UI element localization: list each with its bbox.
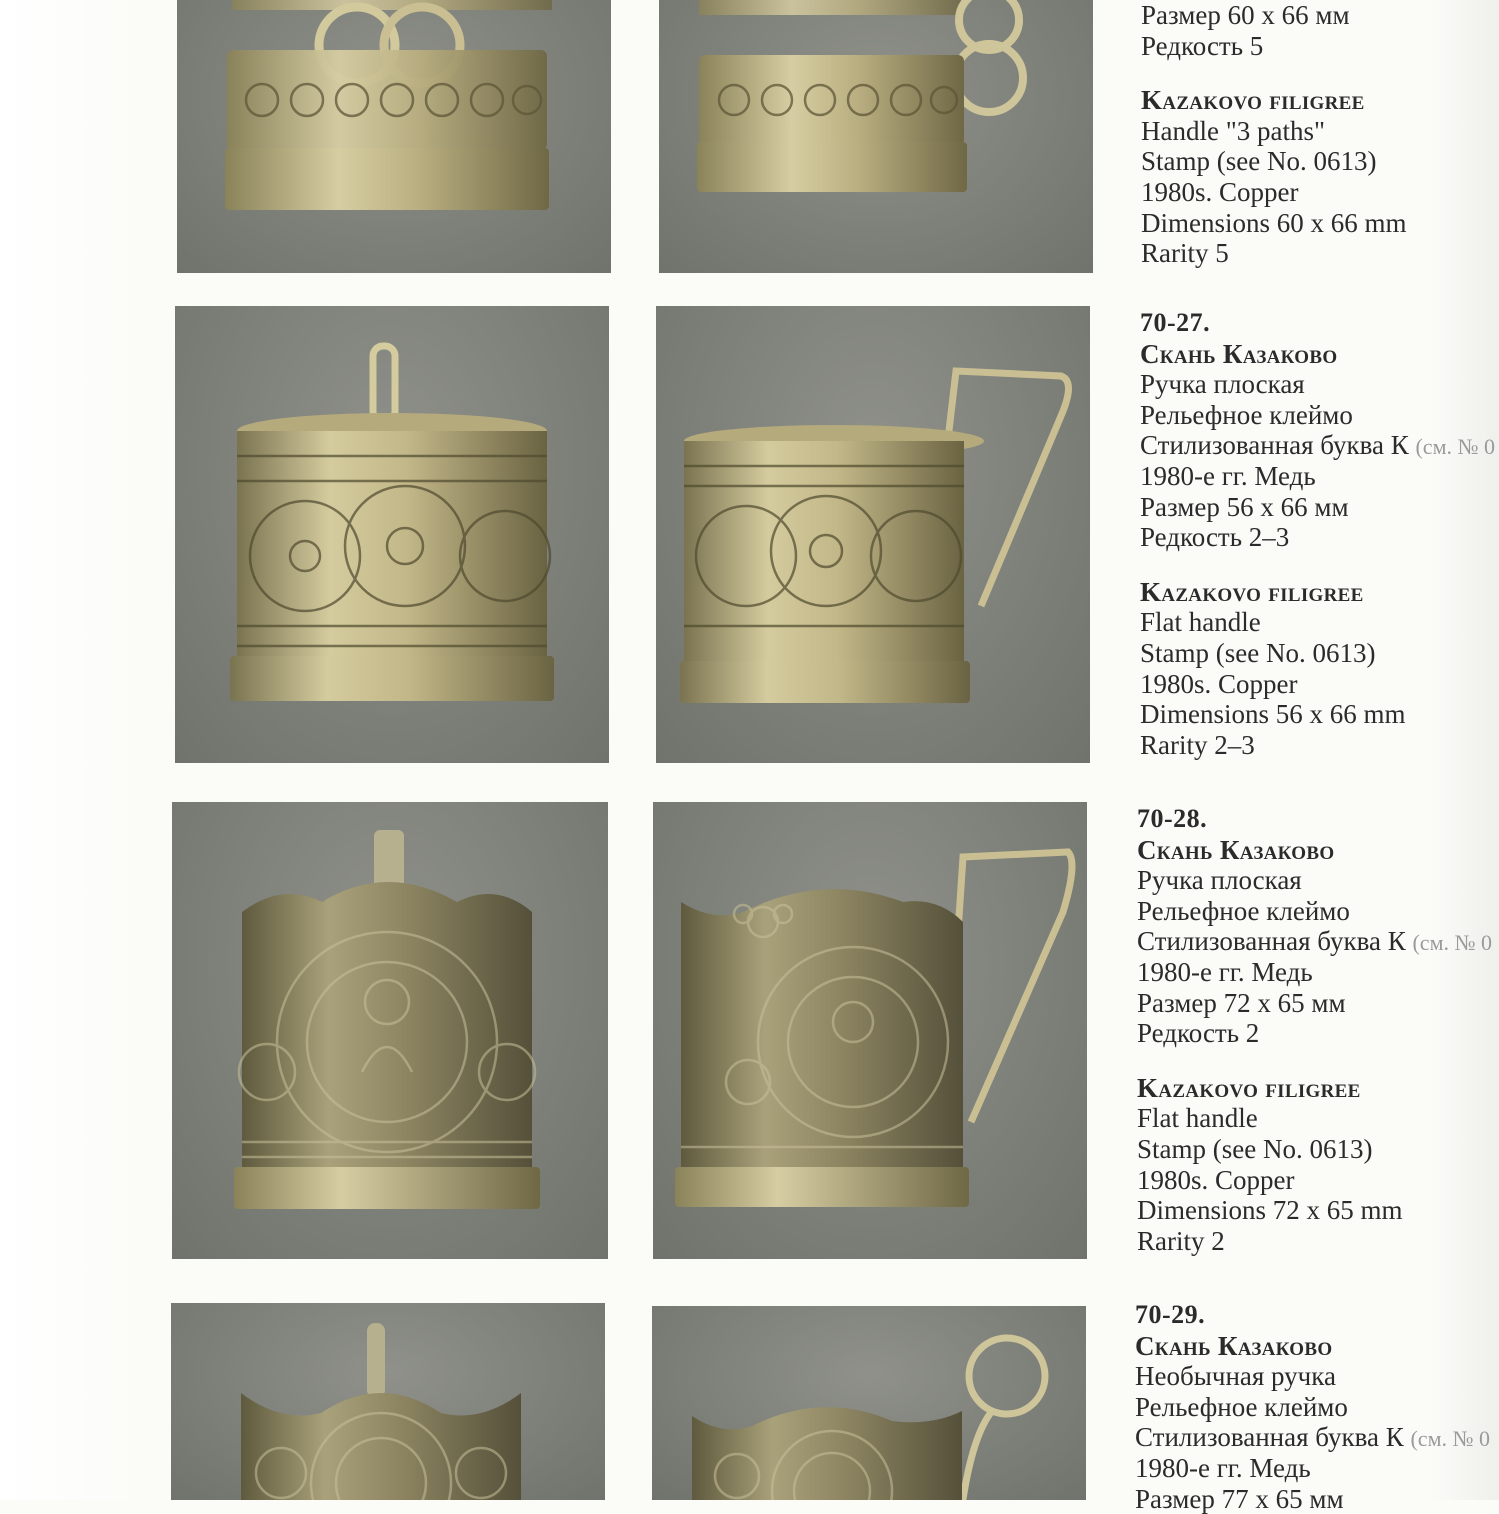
item-70-28-en-date: 1980s. Copper: [1137, 1164, 1295, 1195]
item-70-27-ru-size: Размер 56 х 66 мм: [1140, 491, 1349, 522]
item-70-27-ru-stamp: Рельефное клеймо: [1140, 399, 1353, 430]
item-70-27-en-stamp: Stamp (see No. 0613): [1140, 637, 1376, 668]
item-70-29-ru-handle: Необычная ручка: [1135, 1361, 1336, 1392]
item-70-29-ru-mark-ref: (см. № 0: [1410, 1426, 1490, 1452]
item-70-27-ru-date: 1980-е гг. Медь: [1140, 460, 1316, 491]
item-70-26-en-dimensions: Dimensions 60 x 66 mm: [1141, 207, 1407, 238]
item-70-29-ru-size: Размер 77 х 65 мм: [1135, 1483, 1344, 1514]
item-70-27-side-photo: [656, 306, 1090, 763]
item-70-29-ru-date: 1980-е гг. Медь: [1135, 1452, 1311, 1483]
item-70-28-ru-size: Размер 72 х 65 мм: [1137, 987, 1346, 1018]
item-70-27-ru-mark-line: [1140, 430, 1495, 461]
item-70-27-en-heading: Kazakovo filigree: [1140, 576, 1364, 607]
item-70-28-ru-mark-ref: (см. № 0: [1412, 930, 1492, 956]
item-70-29-ru-mark-line: [1135, 1422, 1490, 1453]
item-70-27-en-handle: Flat handle: [1140, 607, 1261, 638]
item-70-28-ru-heading: Скань Казаково: [1137, 834, 1335, 865]
item-70-29-side-photo: [652, 1306, 1086, 1500]
item-70-28-en-handle: Flat handle: [1137, 1103, 1258, 1134]
item-70-26-front-photo: [177, 0, 611, 273]
item-70-27-ru-heading: Скань Казаково: [1140, 338, 1338, 369]
item-70-29-ru-stamp: Рельефное клеймо: [1135, 1391, 1348, 1422]
item-70-27-front-photo: [175, 306, 609, 763]
item-70-26-en-date: 1980s. Copper: [1141, 176, 1299, 207]
item-70-28-number: 70-28.: [1137, 804, 1208, 833]
item-70-29-description: [1135, 1300, 1490, 1514]
item-70-28-side-photo: [653, 802, 1087, 1259]
item-70-29-front-photo: [171, 1303, 605, 1500]
item-70-27-description: [1140, 308, 1495, 760]
item-70-26-description: [1141, 0, 1407, 269]
item-70-27-en-dimensions: Dimensions 56 x 66 mm: [1140, 699, 1406, 730]
item-70-28-en-rarity: Rarity 2: [1137, 1225, 1225, 1256]
item-70-27-ru-rarity: Редкость 2–3: [1140, 522, 1290, 553]
item-70-26-ru-size: Размер 60 х 66 мм: [1141, 0, 1350, 30]
item-70-27-ru-mark-ref: (см. № 0: [1415, 434, 1495, 460]
item-70-26-en-stamp: Stamp (see No. 0613): [1141, 146, 1377, 177]
item-70-28-ru-rarity: Редкость 2: [1137, 1018, 1260, 1049]
item-70-28-en-dimensions: Dimensions 72 x 65 mm: [1137, 1195, 1403, 1226]
item-70-26-en-rarity: Rarity 5: [1141, 238, 1229, 269]
item-70-28-en-heading: Kazakovo filigree: [1137, 1072, 1361, 1103]
item-70-28-ru-date: 1980-е гг. Медь: [1137, 956, 1313, 987]
item-70-29-number: 70-29.: [1135, 1300, 1206, 1329]
item-70-28-ru-mark-line: [1137, 926, 1492, 957]
item-70-29-ru-heading: Скань Казаково: [1135, 1330, 1333, 1361]
item-70-27-en-rarity: Rarity 2–3: [1140, 729, 1255, 760]
item-70-27-ru-handle: Ручка плоская: [1140, 369, 1305, 400]
item-70-28-ru-mark: Стилизованная буква К: [1137, 926, 1406, 957]
item-70-28-front-photo: [172, 802, 608, 1259]
item-70-26-ru-rarity: Редкость 5: [1141, 30, 1264, 61]
item-70-27-number: 70-27.: [1140, 308, 1211, 337]
item-70-27-en-date: 1980s. Copper: [1140, 668, 1298, 699]
item-70-28-description: [1137, 804, 1492, 1256]
item-70-29-ru-mark: Стилизованная буква К: [1135, 1422, 1404, 1453]
item-70-28-ru-handle: Ручка плоская: [1137, 865, 1302, 896]
item-70-28-en-stamp: Stamp (see No. 0613): [1137, 1133, 1373, 1164]
item-70-27-ru-mark: Стилизованная буква К: [1140, 430, 1409, 461]
item-70-26-en-heading: Kazakovo filigree: [1141, 85, 1365, 116]
item-70-28-ru-stamp: Рельефное клеймо: [1137, 895, 1350, 926]
item-70-26-side-photo: [659, 0, 1093, 273]
item-70-26-en-handle: Handle "3 paths": [1141, 115, 1326, 146]
